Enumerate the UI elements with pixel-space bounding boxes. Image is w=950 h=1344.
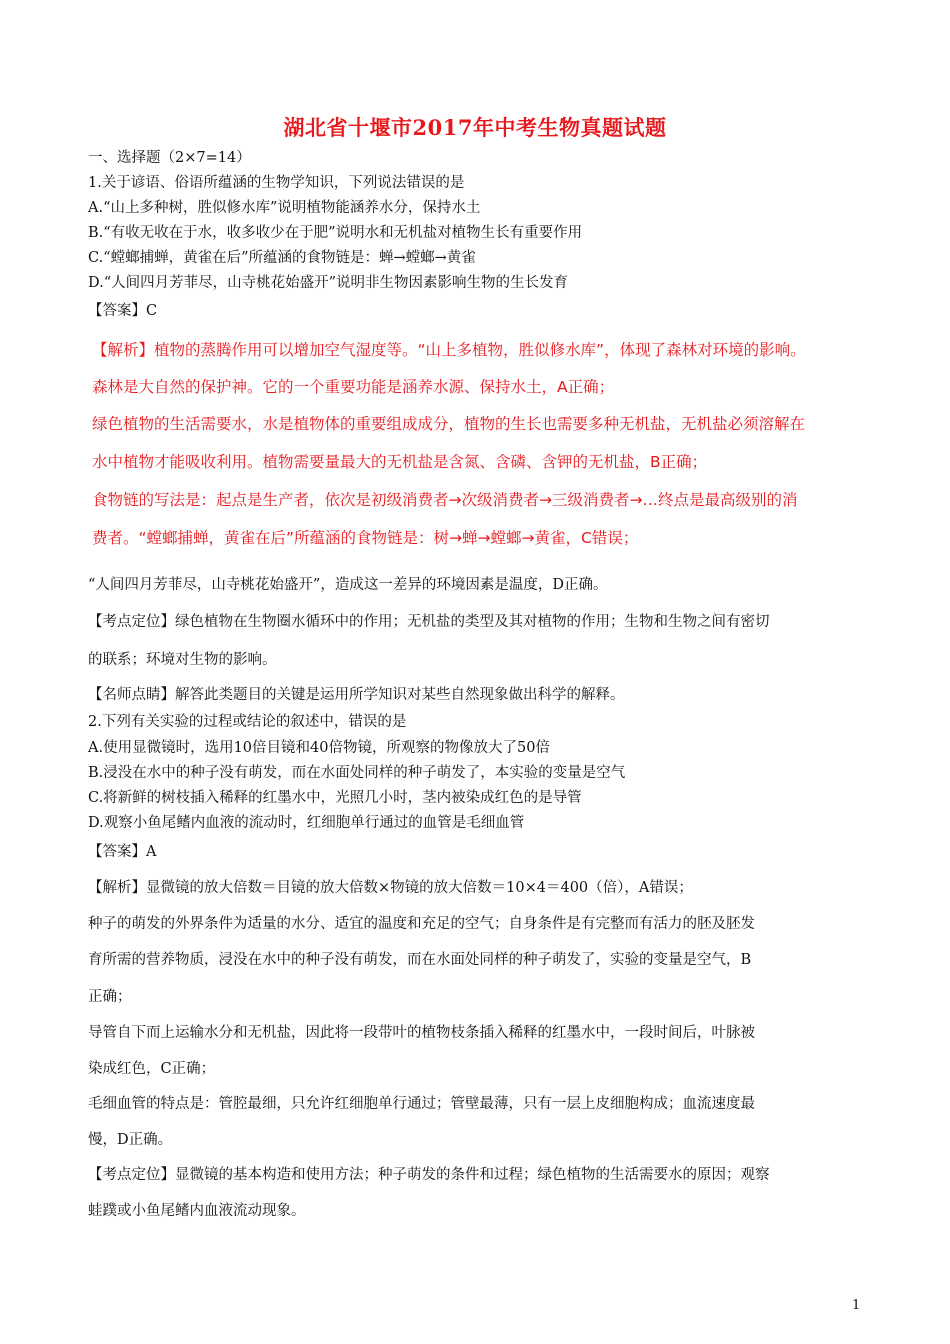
question-2-option-c: C.将新鲜的树枝插入稀释的红墨水中，光照几小时，茎内被染成红色的是导管 — [88, 790, 582, 806]
question-1-analysis-line: 食物链的写法是：起点是生产者，依次是初级消费者→次级消费者→三级消费者→…终点是最高级别的消 — [92, 491, 798, 509]
question-1-option-c: C.“螳螂捕蝉，黄雀在后”所蕴涵的食物链是：蝉→螳螂→黄雀 — [88, 250, 476, 266]
question-2-analysis-line: 育所需的营养物质，浸没在水中的种子没有萌发，而在水面处同样的种子萌发了，实验的变量是空气，B — [88, 952, 752, 968]
question-2-analysis-line: 导管自下而上运输水分和无机盐，因此将一段带叶的植物枝条插入稀释的红墨水中，一段时间后，叶脉被 — [88, 1025, 755, 1041]
question-1-option-d: D.“人间四月芳菲尽，山寺桃花始盛开”说明非生物因素影响生物的生长发育 — [88, 275, 569, 291]
question-1-kaodian: 的联系；环境对生物的影响。 — [88, 652, 277, 668]
question-2-analysis-line: 种子的萌发的外界条件为适量的水分、适宜的温度和充足的空气；自身条件是有完整而有活力的胚及胚发 — [88, 916, 755, 932]
question-2-analysis-line: 毛细血管的特点是：管腔最细，只允许红细胞单行通过；管壁最薄，只有一层上皮细胞构成；血流速度最 — [88, 1096, 755, 1112]
question-2-option-a: A.使用显微镜时，选用10倍目镜和40倍物镜，所观察的物像放大了50倍 — [88, 740, 550, 756]
question-1-analysis-line: 费者。“螳螂捕蝉，黄雀在后”所蕴涵的食物链是：树→蝉→螳螂→黄雀，C错误； — [92, 529, 639, 547]
question-2-analysis-line: 【解析】显微镜的放大倍数＝目镜的放大倍数×物镜的放大倍数＝10×4＝400（倍），A错误； — [88, 880, 693, 896]
section-heading: 一、选择题（2×7=14） — [88, 150, 251, 166]
question-1-analysis-line: 绿色植物的生活需要水，水是植物体的重要组成成分，植物的生长也需要多种无机盐，无机盐必须溶解在 — [92, 415, 806, 433]
question-1-answer: 【答案】C — [88, 303, 158, 319]
question-1-option-a: A.“山上多种树，胜似修水库”说明植物能涵养水分，保持水土 — [88, 200, 481, 216]
question-1-analysis-line: 水中植物才能吸收利用。植物需要量最大的无机盐是含氮、含磷、含钾的无机盐，B正确； — [92, 453, 708, 471]
question-1-mingshi: 【名师点睛】解答此类题目的关键是运用所学知识对某些自然现象做出科学的解释。 — [88, 687, 625, 703]
question-2-analysis-line: 慢，D正确。 — [88, 1132, 173, 1148]
question-1-analysis-line: 森林是大自然的保护神。它的一个重要功能是涵养水源、保持水土，A正确； — [92, 378, 615, 396]
question-1-analysis-line: 【解析】植物的蒸腾作用可以增加空气湿度等。“山上多植物，胜似修水库”，体现了森林对环境的影响。 — [92, 341, 806, 359]
question-2-option-b: B.浸没在水中的种子没有萌发，而在水面处同样的种子萌发了，本实验的变量是空气 — [88, 765, 626, 781]
question-1-option-b: B.“有收无收在于水，收多收少在于肥”说明水和无机盐对植物生长有重要作用 — [88, 225, 583, 241]
question-2-stem: 2.下列有关实验的过程或结论的叙述中，错误的是 — [88, 714, 407, 730]
question-2-kaodian: 【考点定位】显微镜的基本构造和使用方法；种子萌发的条件和过程；绿色植物的生活需要水的原因；观察 — [88, 1167, 770, 1183]
question-1-stem: 1.关于谚语、俗语所蕴涵的生物学知识，下列说法错误的是 — [88, 175, 465, 191]
question-1-kaodian: 【考点定位】绿色植物在生物圈水循环中的作用；无机盐的类型及其对植物的作用；生物和生物之间有密切 — [88, 614, 770, 630]
question-2-option-d: D.观察小鱼尾鳍内血液的流动时，红细胞单行通过的血管是毛细血管 — [88, 815, 525, 831]
question-2-analysis-line: 染成红色，C正确； — [88, 1061, 216, 1077]
question-1-analysis-tail: “人间四月芳菲尽，山寺桃花始盛开”，造成这一差异的环境因素是温度，D正确。 — [88, 577, 608, 593]
question-2-kaodian: 蛙蹼或小鱼尾鳍内血液流动现象。 — [88, 1203, 306, 1219]
page-title: 湖北省十堰市2017年中考生物真题试题 — [283, 115, 667, 140]
page-number: 1 — [852, 1298, 861, 1313]
question-2-analysis-line: 正确； — [88, 989, 132, 1005]
question-2-answer: 【答案】A — [88, 844, 157, 860]
